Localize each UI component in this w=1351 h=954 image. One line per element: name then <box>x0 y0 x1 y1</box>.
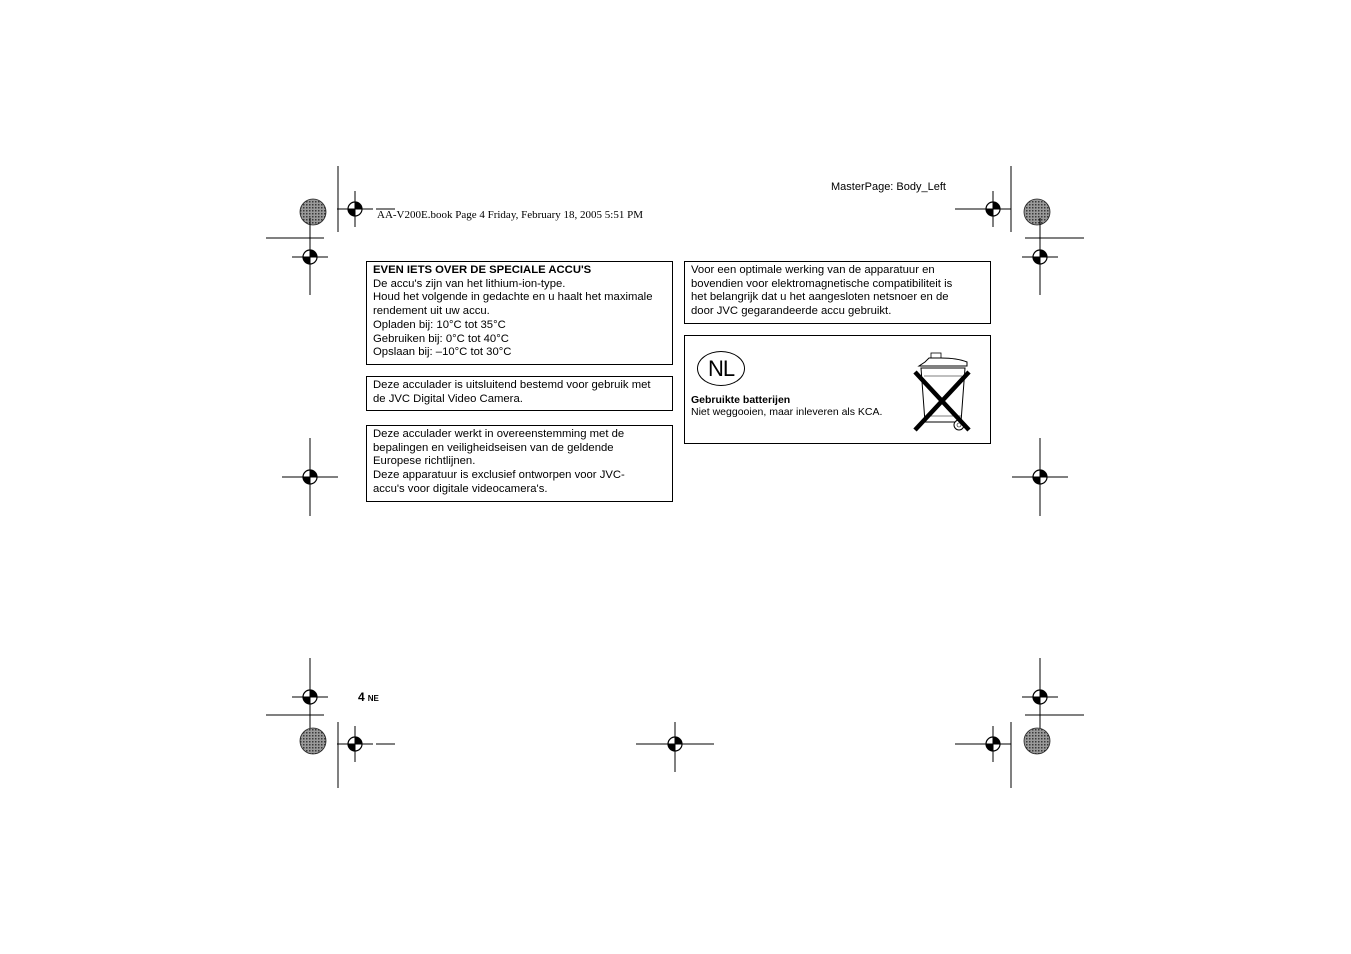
book-slug-line: AA-V200E.book Page 4 Friday, February 18, 2005 5:51 PM <box>377 209 644 221</box>
star-target-icon <box>1024 728 1050 754</box>
accu-info-line: Opladen bij: 10°C tot 35°C <box>373 318 506 331</box>
compliance-line: bepalingen en veiligheidseisen van de geldende <box>373 441 614 454</box>
compliance-line: accu's voor digitale videocamera's. <box>373 482 548 495</box>
emc-line: door JVC gegarandeerde accu gebruikt. <box>691 305 892 318</box>
crosshair-icon <box>975 726 1011 762</box>
accu-info-title: EVEN IETS OVER DE SPECIALE ACCU'S <box>373 264 592 276</box>
compliance-line: Deze apparatuur is exclusief ontworpen voor JVC- <box>373 469 625 482</box>
star-target-icon <box>300 199 326 225</box>
compliance-line: Deze acculader werkt in overeenstemming met de <box>373 428 625 440</box>
accu-info-box <box>366 261 673 365</box>
star-target-icon <box>1024 199 1050 225</box>
master-page-label: MasterPage: Body_Left <box>831 181 946 193</box>
accu-info-line: De accu's zijn van het lithium-ion-type. <box>373 277 566 290</box>
emc-line: Voor een optimale werking van de apparatuur en <box>691 264 935 276</box>
used-batteries-text: Niet weggooien, maar inleveren als KCA. <box>691 406 883 418</box>
page-number-value: 4 <box>358 690 365 704</box>
emc-box <box>684 261 991 324</box>
accu-info-line: rendement uit uw accu. <box>373 305 490 318</box>
used-batteries-box <box>684 335 991 444</box>
star-target-icon <box>300 728 326 754</box>
crosshair-icon <box>337 726 373 762</box>
crossed-out-wheelie-bin-icon <box>911 350 975 434</box>
crosshair-icon <box>337 191 373 227</box>
crosshair-icon <box>975 191 1011 227</box>
page-number <box>358 690 379 704</box>
accu-info-line: Opslaan bij: –10°C tot 30°C <box>373 346 512 359</box>
charger-use-line: de JVC Digital Video Camera. <box>373 392 523 405</box>
language-code: NE <box>367 694 379 703</box>
emc-line: het belangrijk dat u het aangesloten netsnoer en de <box>691 291 949 304</box>
compliance-line: Europese richtlijnen. <box>373 455 476 468</box>
emc-line: bovendien voor elektromagnetische compatibiliteit is <box>691 277 953 290</box>
nl-language-badge: NL <box>697 351 745 386</box>
charger-use-line: Deze acculader is uitsluitend bestemd voor gebruik met <box>373 379 651 391</box>
accu-info-line: Gebruiken bij: 0°C tot 40°C <box>373 332 509 345</box>
compliance-box <box>366 425 673 502</box>
accu-info-line: Houd het volgende in gedachte en u haalt het maximale <box>373 291 653 304</box>
charger-use-box <box>366 376 673 411</box>
used-batteries-title: Gebruikte batterijen <box>691 394 791 406</box>
